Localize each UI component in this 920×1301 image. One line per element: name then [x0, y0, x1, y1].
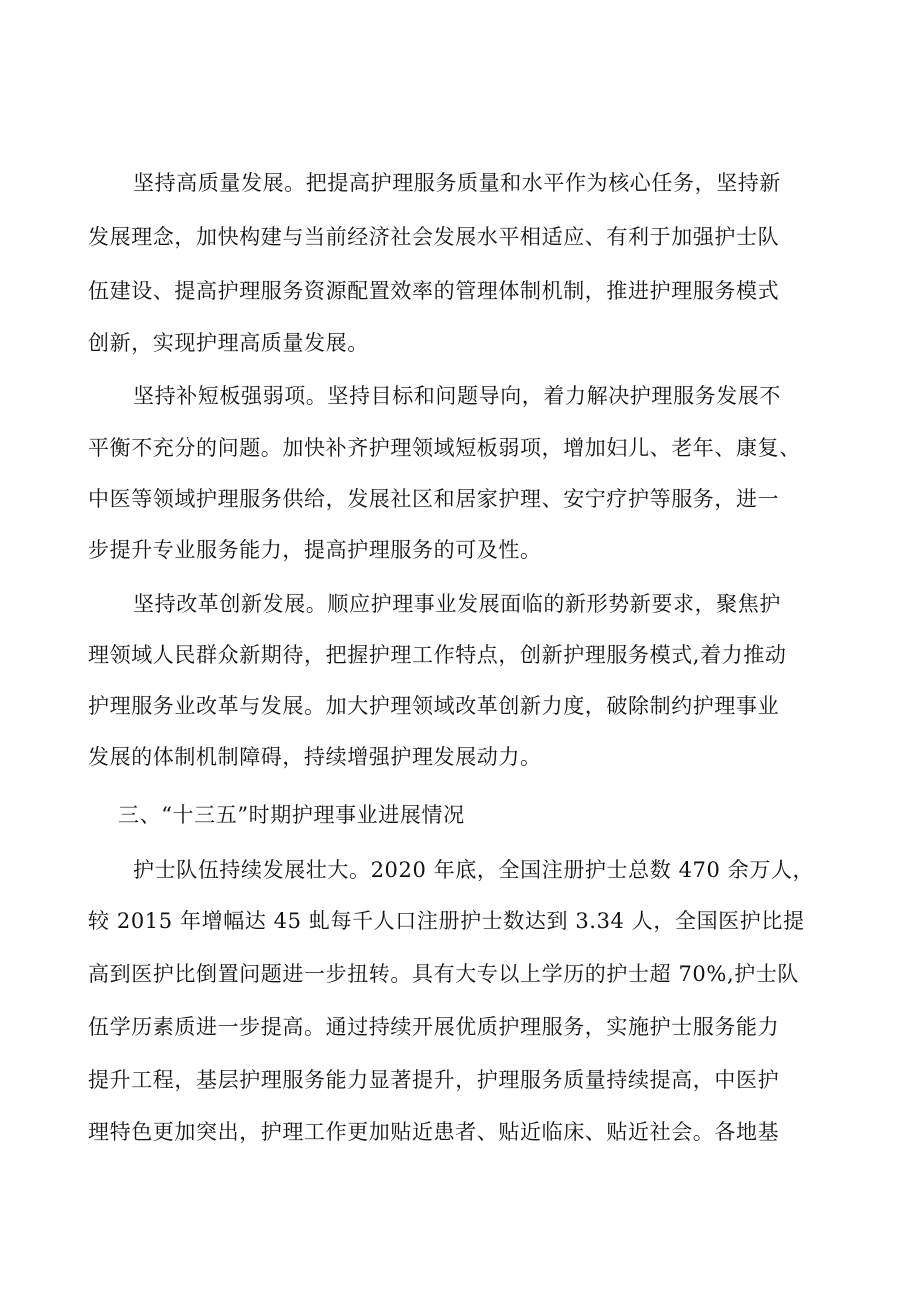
paragraph-4-line-5: 提升工程，基层护理服务能力显著提升，护理服务质量持续提高，中医护: [88, 1068, 780, 1092]
paragraph-2-line-1: 坚持补短板强弱项。坚持目标和问题导向，着力解决护理服务发展不: [133, 384, 781, 408]
paragraph-3-line-3: 护理服务业改革与发展。加大护理领域改革创新力度，破除制约护理事业: [88, 694, 780, 718]
paragraph-3-line-1: 坚持改革创新发展。顺应护理事业发展面临的新形势新要求，聚焦护: [133, 592, 781, 616]
paragraph-2-line-2: 平衡不充分的问题。加快补齐护理领域短板弱项，增加妇儿、老年、康复、: [88, 436, 801, 460]
paragraph-4-line-4: 伍学历素质进一步提高。通过持续开展优质护理服务，实施护士服务能力: [88, 1015, 780, 1039]
paragraph-4-line-3: 高到医护比倒置问题进一步扭转。具有大专以上学历的护士超 70%,护士队: [88, 962, 800, 986]
paragraph-1-line-3: 伍建设、提高护理服务资源配置效率的管理体制机制，推进护理服务模式: [88, 279, 780, 303]
paragraph-1-line-1: 坚持高质量发展。把提高护理服务质量和水平作为核心任务，坚持新: [133, 171, 781, 195]
paragraph-4-line-2: 较 2015 年增幅达 45 虬每千人口注册护士数达到 3.34 人，全国医护比提: [88, 909, 805, 933]
paragraph-4-line-6: 理特色更加突出，护理工作更加贴近患者、贴近临床、贴近社会。各地基: [88, 1120, 780, 1144]
section-heading: 三、“十三五”时期护理事业进展情况: [118, 803, 465, 827]
paragraph-3-line-2: 理领域人民群众新期待，把握护理工作特点，创新护理服务模式,着力推动: [88, 643, 787, 667]
paragraph-1-line-2: 发展理念，加快构建与当前经济社会发展水平相适应、有利于加强护士队: [88, 225, 780, 249]
paragraph-2-line-4: 步提升专业服务能力，提高护理服务的可及性。: [88, 538, 542, 562]
paragraph-3-line-4: 发展的体制机制障碍，持续增强护理发展动力。: [88, 745, 542, 769]
paragraph-4-line-1: 护士队伍持续发展壮大。2020 年底，全国注册护士总数 470 余万人，: [133, 858, 815, 882]
paragraph-1-line-4: 创新，实现护理高质量发展。: [88, 331, 369, 355]
paragraph-2-line-3: 中医等领域护理服务供给，发展社区和居家护理、安宁疗护等服务，进一: [88, 487, 780, 511]
